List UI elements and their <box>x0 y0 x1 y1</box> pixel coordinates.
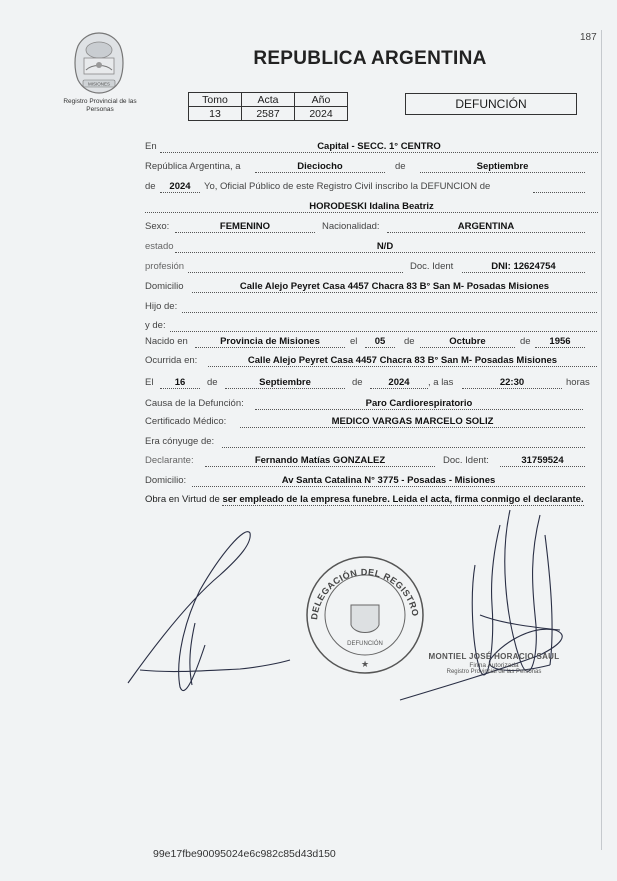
row-profesion <box>0 261 617 279</box>
el-upper-label: El <box>145 377 154 388</box>
record-index-table <box>188 92 348 121</box>
svg-text:★: ★ <box>360 659 370 669</box>
dni-value: DNI: 12624754 <box>491 261 556 272</box>
doc-ident-label: Doc. Ident <box>410 261 454 272</box>
signatures-and-seal <box>100 495 617 735</box>
place-value: Capital - SECC. 1° CENTRO <box>317 141 441 152</box>
row-domicilio <box>0 281 617 299</box>
causa-label: Causa de la Defunción: <box>145 398 244 409</box>
a-las-label: , a las <box>428 377 454 388</box>
nacionalidad-label: Nacionalidad: <box>322 221 380 232</box>
seal-ring-text: DELEGACIÓN DEL REGISTRO <box>309 566 421 621</box>
row-intro <box>0 181 617 199</box>
de-label-2: de <box>145 181 156 192</box>
hijo-de-line <box>182 301 597 313</box>
de-label-3: de <box>404 336 415 347</box>
certificado-label: Certificado Médico: <box>145 416 227 427</box>
de-label-6: de <box>352 377 363 388</box>
table-value-acta: 2587 <box>242 107 295 121</box>
row-place <box>0 141 617 159</box>
medico-value: MEDICO VARGAS MARCELO SOLIZ <box>331 416 494 427</box>
row-hijo-de <box>0 301 617 319</box>
death-month-value: Septiembre <box>259 377 311 388</box>
row-declarante <box>0 455 617 473</box>
official-registry: Registro Provincial de las Personas <box>446 669 542 675</box>
table-header-tomo: Tomo <box>189 93 242 107</box>
decl-domicilio-value: Av Santa Catalina N° 3775 - Posadas - Misiones <box>281 475 496 486</box>
declarante-value: Fernando Matías GONZALEZ <box>254 455 386 466</box>
de-label: de <box>395 161 406 172</box>
nacido-en-label: Nacido en <box>145 336 188 347</box>
table-value-tomo: 13 <box>189 107 242 121</box>
declarante-label: Declarante: <box>145 455 194 466</box>
row-sexo <box>0 221 617 239</box>
registry-name: Registro Provincial de las Personas <box>63 98 137 113</box>
sexo-value: FEMENINO <box>219 221 271 232</box>
row-decl-domicilio <box>0 475 617 493</box>
official-seal <box>307 557 423 673</box>
sexo-label: Sexo: <box>145 221 170 232</box>
de-label-4: de <box>520 336 531 347</box>
ocurrida-value: Calle Alejo Peyret Casa 4457 Chacra 83 B° San M- Posadas Misiones <box>247 355 558 366</box>
declarante-doc-label: Doc. Ident: <box>443 455 489 466</box>
causa-value: Paro Cardiorespiratorio <box>365 398 473 409</box>
obra-text: ser empleado de la empresa funebre. Leida el acta, firma conmigo el declarante. <box>222 494 584 505</box>
obra-prefix: Obra en Virtud de <box>145 494 220 505</box>
row-conyuge <box>0 436 617 454</box>
conyuge-line <box>222 436 585 448</box>
birth-day-value: 05 <box>374 336 386 347</box>
signature-stamp <box>424 652 564 675</box>
seal-inner-text: DEFUNCIÓN <box>347 641 383 647</box>
declarant-signature <box>128 532 290 691</box>
document-title: REPUBLICA ARGENTINA <box>253 48 487 69</box>
official-name: MONTIEL JOSÉ HORACIO SAUL <box>428 652 560 661</box>
death-day-value: 16 <box>174 377 186 388</box>
death-year-value: 2024 <box>388 377 410 388</box>
nacido-en-value: Provincia de Misiones <box>220 336 320 347</box>
document-hash: 99e17fbe90095024e6c982c85d43d150 <box>153 848 336 860</box>
profesion-line <box>188 261 403 273</box>
domicilio-label: Domicilio <box>145 281 184 292</box>
month-value: Septiembre <box>476 161 529 172</box>
intro-text: Yo, Oficial Público de este Registro Civil inscribo la DEFUNCION de <box>204 181 491 192</box>
svg-text:MISIONES: MISIONES <box>87 81 111 87</box>
document-type-box: DEFUNCIÓN <box>405 93 577 115</box>
decl-domicilio-label: Domicilio: <box>145 475 187 486</box>
table-header-acta: Acta <box>242 93 295 107</box>
day-value: Dieciocho <box>297 161 343 172</box>
horas-label: horas <box>566 377 590 388</box>
y-de-label: y de: <box>145 320 166 331</box>
row-causa <box>0 398 617 416</box>
en-label: En <box>145 141 157 152</box>
row-deceased <box>0 201 617 219</box>
republica-label: República Argentina, a <box>145 161 241 172</box>
domicilio-value: Calle Alejo Peyret Casa 4457 Chacra 83 B° San M- Posadas Misiones <box>239 281 550 292</box>
province-crest-icon <box>70 30 128 96</box>
ocurrida-label: Ocurrida en: <box>145 355 198 366</box>
birth-year-value: 1956 <box>549 336 571 347</box>
year-value: 2024 <box>169 181 191 192</box>
deceased-name: HORODESKI Idalina Beatriz <box>309 201 434 212</box>
intro-line <box>533 181 585 193</box>
el-label: el <box>350 336 358 347</box>
row-certificado <box>0 416 617 434</box>
birth-month-value: Octubre <box>449 336 486 347</box>
de-label-5: de <box>207 377 218 388</box>
profesion-label: profesión <box>145 261 185 272</box>
row-estado <box>0 241 617 259</box>
death-time-value: 22:30 <box>499 377 525 388</box>
row-death-date <box>0 377 617 395</box>
declarante-dni-value: 31759524 <box>521 455 564 466</box>
row-nacido <box>0 336 617 354</box>
conyuge-label: Era cónyuge de: <box>145 436 215 447</box>
hijo-de-label: Hijo de: <box>145 301 178 312</box>
row-date <box>0 161 617 179</box>
nacionalidad-value: ARGENTINA <box>457 221 515 232</box>
table-header-ano: Año <box>295 93 348 107</box>
y-de-line <box>170 320 597 332</box>
row-ocurrida <box>0 355 617 373</box>
official-role: Firma Autorizada <box>469 662 519 669</box>
page-number: 187 <box>580 32 597 43</box>
estado-value: N/D <box>376 241 394 252</box>
table-value-ano: 2024 <box>295 107 348 121</box>
estado-label: estado <box>145 241 174 252</box>
